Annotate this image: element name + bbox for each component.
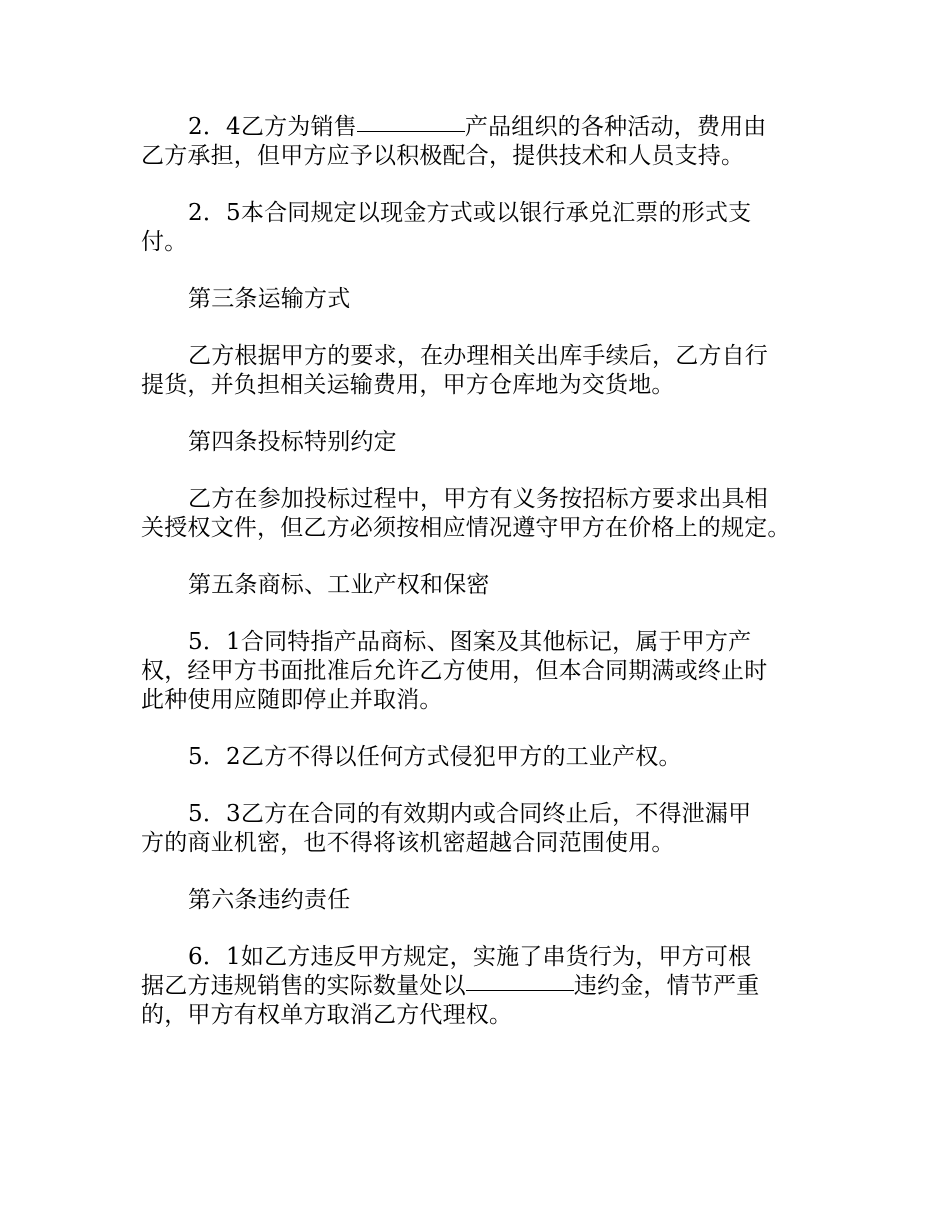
- paragraph: [141, 571, 831, 600]
- text-line: 提货，并负担相关运输费用，甲方仓库地为交货地。: [141, 372, 675, 398]
- text-line: 5．1合同特指产品商标、图案及其他标记，属于甲方产: [188, 629, 752, 655]
- paragraph: [141, 485, 831, 543]
- paragraph: [141, 199, 831, 257]
- fill-in-blank: [466, 989, 574, 991]
- document-body: [141, 113, 831, 1058]
- text-line: 第三条运输方式: [188, 286, 351, 312]
- text-line: [141, 972, 831, 1001]
- paragraph: [141, 428, 831, 457]
- fill-in-blank: [357, 130, 465, 132]
- text-line: 关授权文件，但乙方必须按相应情况遵守甲方在价格上的规定。: [141, 515, 791, 541]
- paragraph: [141, 628, 831, 715]
- text-line: 第四条投标特别约定: [188, 429, 397, 455]
- text-segment: 产品组织的各种活动，费用由: [464, 114, 767, 140]
- text-segment: 2．4乙方为销售: [188, 114, 357, 140]
- text-segment: 据乙方违规销售的实际数量处以: [141, 973, 466, 999]
- paragraph: [141, 886, 831, 915]
- text-line: [141, 113, 831, 142]
- text-line: 的，甲方有权单方取消乙方代理权。: [141, 1002, 513, 1028]
- text-line: 乙方根据甲方的要求，在办理相关出库手续后，乙方自行: [188, 343, 768, 369]
- text-line: 6．1如乙方违反甲方规定，实施了串货行为，甲方可根: [188, 944, 752, 970]
- text-line: 5．3乙方在合同的有效期内或合同终止后，不得泄漏甲: [188, 801, 752, 827]
- text-line: 5．2乙方不得以任何方式侵犯甲方的工业产权。: [188, 744, 682, 770]
- paragraph: [141, 285, 831, 314]
- paragraph: [141, 113, 831, 171]
- paragraph: [141, 743, 831, 772]
- text-line: 此种使用应随即停止并取消。: [141, 687, 443, 713]
- paragraph: [141, 943, 831, 1030]
- text-segment: 违约金，情节严重: [573, 973, 760, 999]
- text-line: 第五条商标、工业产权和保密: [188, 572, 490, 598]
- text-line: 乙方在参加投标过程中，甲方有义务按招标方要求出具相: [188, 486, 768, 512]
- text-line: 第六条违约责任: [188, 887, 351, 913]
- paragraph: [141, 800, 831, 858]
- text-line: 方的商业机密，也不得将该机密超越合同范围使用。: [141, 830, 675, 856]
- text-line: 乙方承担，但甲方应予以积极配合，提供技术和人员支持。: [141, 143, 745, 169]
- text-line: 付。: [141, 229, 188, 255]
- paragraph: [141, 342, 831, 400]
- text-line: 权，经甲方书面批准后允许乙方使用，但本合同期满或终止时: [141, 658, 768, 684]
- text-line: 2．5本合同规定以现金方式或以银行承兑汇票的形式支: [188, 200, 752, 226]
